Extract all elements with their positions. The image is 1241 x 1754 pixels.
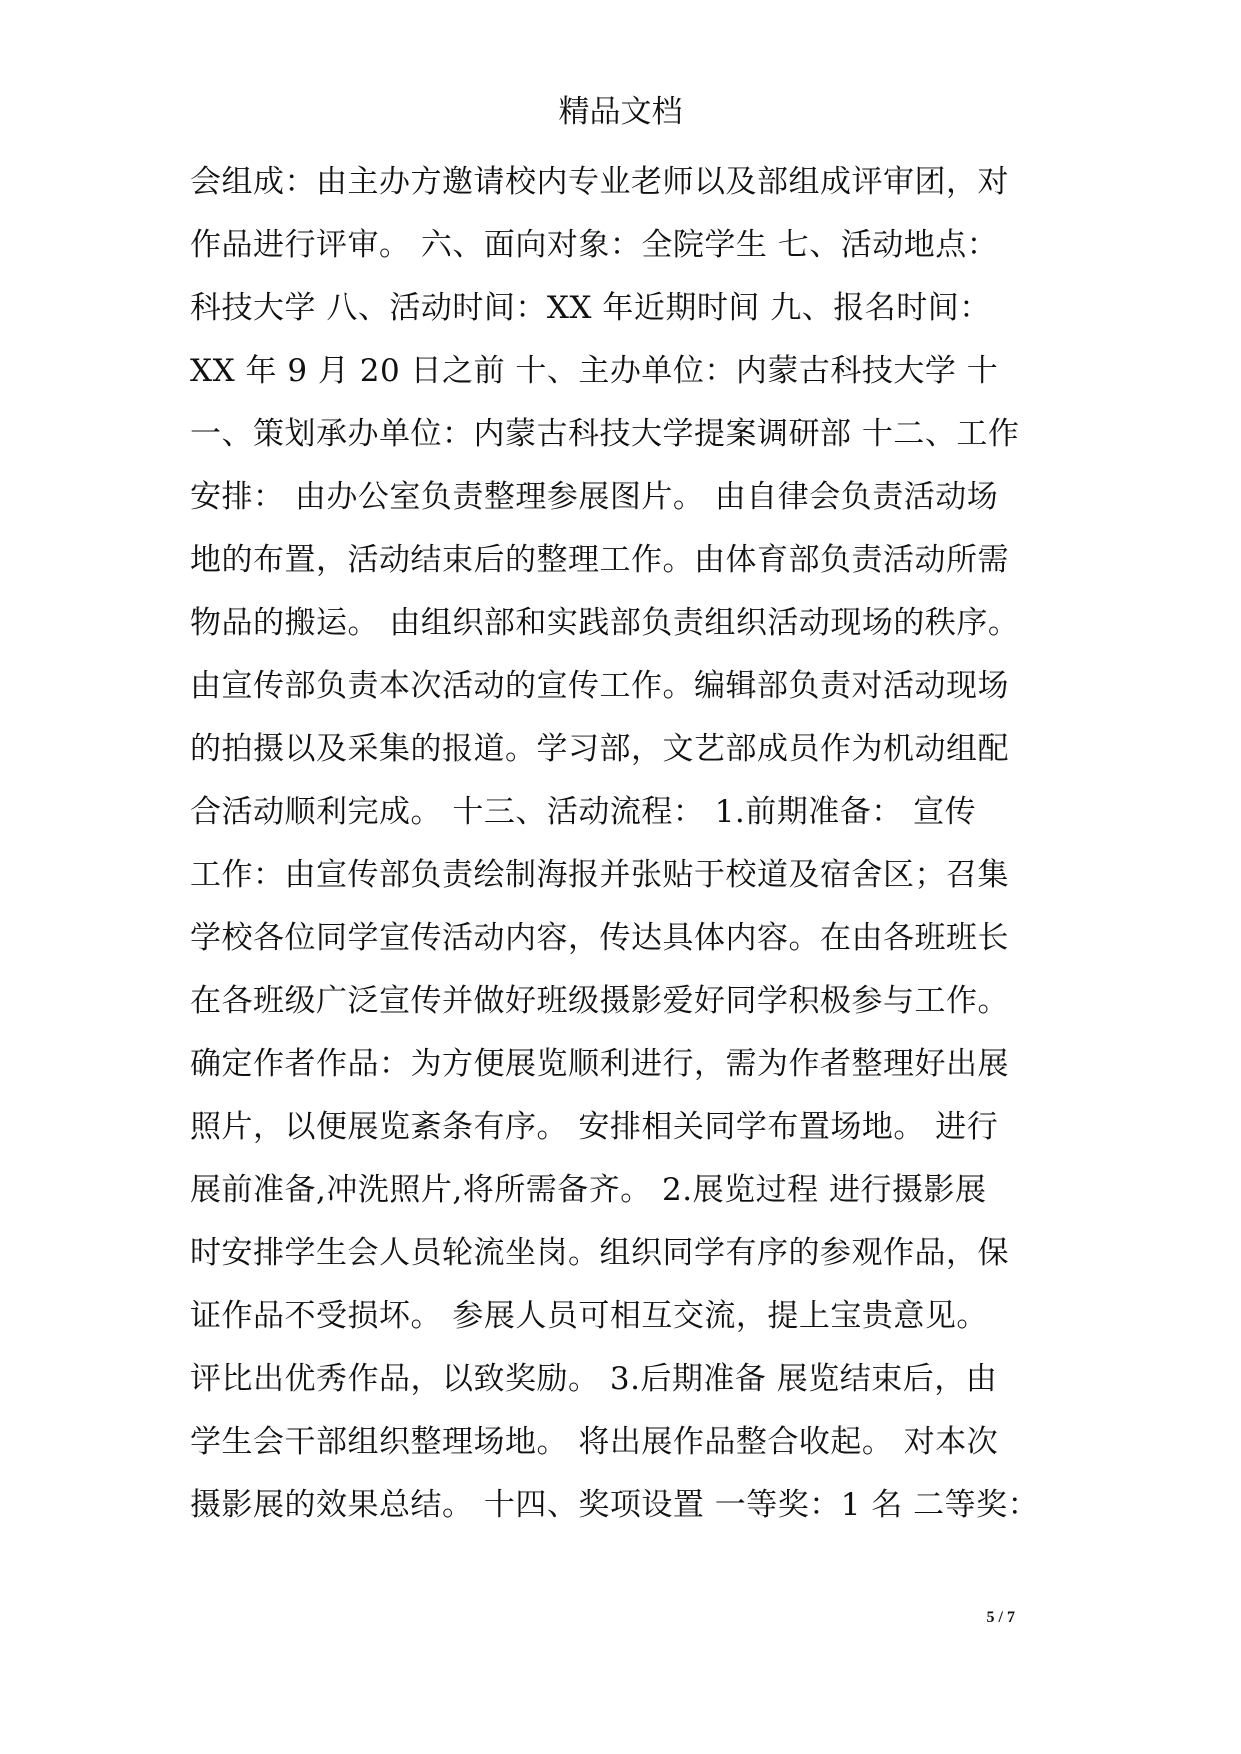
body-line: 由宣传部负责本次活动的宣传工作。编辑部负责对活动现场 [190, 668, 1009, 704]
body-line: 物品的搬运。 由组织部和实践部负责组织活动现场的秩序。 [190, 605, 1020, 641]
body-line: 安排： 由办公室负责整理参展图片。 由自律会负责活动场 [190, 479, 999, 515]
body-line: 确定作者作品：为方便展览顺利进行，需为作者整理好出展 [190, 1046, 1009, 1082]
body-line: 在各班级广泛宣传并做好班级摄影爱好同学积极参与工作。 [190, 983, 1009, 1019]
page-number: 5 / 7 [986, 1609, 1015, 1626]
body-line: 时安排学生会人员轮流坐岗。组织同学有序的参观作品，保 [190, 1235, 1009, 1271]
page-header-title: 精品文档 [558, 94, 683, 130]
body-line: 摄影展的效果总结。 十四、奖项设置 一等奖：1 名 二等奖： [190, 1487, 1040, 1523]
body-line: 作品进行评审。 六、面向对象：全院学生 七、活动地点： [190, 227, 999, 263]
body-line: 展前准备,冲洗照片,将所需备齐。 2.展览过程 进行摄影展 [190, 1172, 987, 1208]
body-line: 的拍摄以及采集的报道。学习部，文艺部成员作为机动组配 [190, 731, 1009, 767]
body-line: 工作：由宣传部负责绘制海报并张贴于校道及宿舍区；召集 [190, 857, 1009, 893]
body-line: 科技大学 八、活动时间：XX 年近期时间 九、报名时间： [190, 290, 991, 326]
body-line: 一、策划承办单位：内蒙古科技大学提案调研部 十二、工作 [190, 416, 1020, 452]
body-line: 证作品不受损坏。 参展人员可相互交流，提上宝贵意见。 [190, 1298, 988, 1334]
body-line: 地的布置，活动结束后的整理工作。由体育部负责活动所需 [190, 542, 1009, 578]
body-line: 合活动顺利完成。 十三、活动流程： 1.前期准备： 宣传 [190, 794, 977, 830]
body-line: 学生会干部组织整理场地。 将出展作品整合收起。 对本次 [190, 1424, 999, 1460]
document-body [190, 160, 1070, 1546]
body-line: 学校各位同学宣传活动内容，传达具体内容。在由各班班长 [190, 920, 1009, 956]
body-line: 评比出优秀作品，以致奖励。 3.后期准备 展览结束后，由 [190, 1361, 998, 1397]
body-line: XX 年 9 月 20 日之前 十、主办单位：内蒙古科技大学 十 [190, 353, 999, 389]
body-line: 照片，以便展览紊条有序。 安排相关同学布置场地。 进行 [190, 1109, 999, 1145]
body-line: 会组成：由主办方邀请校内专业老师以及部组成评审团，对 [190, 164, 1009, 200]
